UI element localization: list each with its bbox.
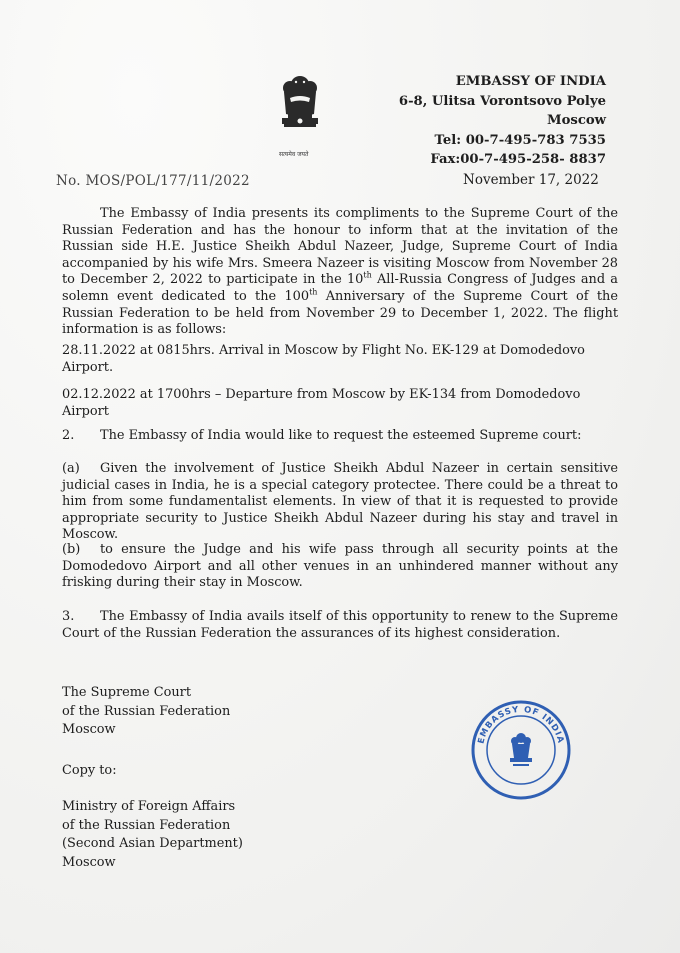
- national-emblem-icon: [270, 70, 330, 162]
- paragraph-2-text: The Embassy of India would like to request the esteemed Supreme court:: [100, 428, 582, 443]
- flight-departure: 02.12.2022 at 1700hrs – Departure from Moscow by EK-134 from Domodedovo Airport: [62, 387, 581, 419]
- address-line: 6-8, Ulitsa Vorontsovo Polye: [398, 93, 606, 109]
- copy-recipient-line: (Second Asian Department): [62, 836, 243, 851]
- paragraph-3: [62, 609, 618, 642]
- recipient-line: Moscow: [62, 722, 116, 737]
- paragraph-1-text: The Embassy of India presents its compliments to the Supreme Court of the Russian Federation and has the honour to inform that at the invitation of the Russian side H.E. Justice Sheikh Abdul Nazeer, Judge, Supreme Court of India accompanied by his wife Mrs. Smeera Nazeer is visiting Moscow from November 28 to December 2, 2022 to participate in the 10th All-Russia Congress of Judges and a solemn event dedicated to the 100th Anniversary of the Supreme Court of the Russian Federation to be held from November 29 to December 1, 2022. The flight information is as follows:: [62, 206, 618, 338]
- copy-recipient-address: [62, 798, 243, 872]
- recipient-line: The Supreme Court: [62, 685, 192, 700]
- paragraph-3-text: The Embassy of India avails itself of this opportunity to renew to the Supreme Court of the Russian Federation the assurances of its highest consideration.: [62, 609, 618, 641]
- recipient-address: [62, 684, 230, 740]
- item-b-label: (b): [62, 542, 81, 557]
- copy-to-label: Copy to:: [62, 763, 117, 778]
- city: Moscow: [547, 113, 606, 128]
- org-name: EMBASSY OF INDIA: [455, 74, 606, 89]
- item-a-label: (a): [62, 461, 80, 476]
- fax: Fax:00-7-495-258- 8837: [430, 152, 606, 167]
- reference-number: No. MOS/POL/177/11/2022: [56, 173, 250, 189]
- item-b: [62, 542, 618, 592]
- copy-recipient-line: Ministry of Foreign Affairs: [62, 799, 236, 814]
- item-b-text: to ensure the Judge and his wife pass through all security points at the Domodedovo Airport and all other venues in an unhindered manner without any frisking during their stay in Moscow.: [62, 542, 618, 591]
- recipient-line: of the Russian Federation: [62, 703, 231, 719]
- flight-arrival: 28.11.2022 at 0815hrs. Arrival in Moscow by Flight No. EK-129 at Domodedovo Airport.: [62, 343, 585, 375]
- telephone: Tel: 00-7-495-783 7535: [434, 132, 606, 148]
- paragraph-1: [62, 206, 618, 339]
- letter-date: November 17, 2022: [463, 172, 599, 188]
- letterhead: [399, 72, 606, 170]
- emblem-motto: सत्यमेव जयते: [279, 151, 309, 158]
- svg-text:EMBASSY OF INDIA: EMBASSY OF INDIA: [476, 704, 566, 745]
- copy-recipient-line: of the Russian Federation: [62, 817, 231, 833]
- copy-recipient-line: Moscow: [62, 854, 116, 870]
- paragraph-3-number: 3.: [62, 609, 75, 624]
- item-a-text: Given the involvement of Justice Sheikh Abdul Nazeer in certain sensitive judicial cases in India, he is a special category protectee. There could be a threat to him from some fundamentalist elements. In view of that it is requested to provide appropriate security to Justice Sheikh Abdul Nazeer during his stay and travel in Moscow.: [62, 461, 618, 543]
- paragraph-2: [62, 428, 622, 443]
- item-a: [62, 461, 618, 544]
- paragraph-2-number: 2.: [62, 428, 75, 443]
- embassy-seal-stamp: [469, 698, 573, 802]
